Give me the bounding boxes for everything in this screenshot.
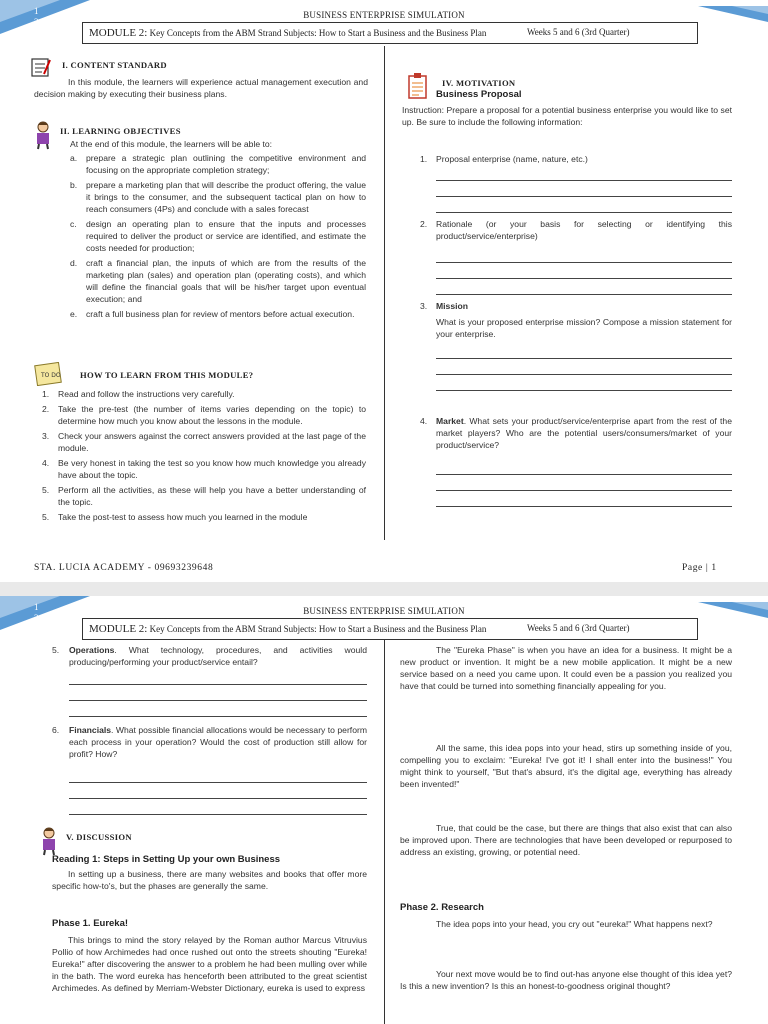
- svg-text:TO DO: TO DO: [41, 372, 61, 379]
- answer-line[interactable]: [436, 358, 732, 359]
- answer-line[interactable]: [436, 196, 732, 197]
- corner-page-number: 1 3: [34, 602, 39, 623]
- reading-title: Reading 1: Steps in Setting Up your own Business: [52, 854, 281, 865]
- document-title: BUSINESS ENTERPRISE SIMULATION: [303, 10, 465, 20]
- research-paragraph: Your next move would be to find out-has anyone else thought of this idea yet? Is this a new invention? Is this an honest-to-goodness original thought?: [400, 969, 732, 991]
- column-divider: [384, 640, 385, 1024]
- module-header-box: [82, 22, 698, 44]
- weeks-label: Weeks 5 and 6 (3rd Quarter): [527, 27, 630, 37]
- list-item-text: Read and follow the instructions very carefully.: [58, 389, 235, 399]
- answer-line[interactable]: [436, 374, 732, 375]
- list-item: [70, 218, 366, 254]
- module-title: MODULE 2: Key Concepts from the ABM Strand Subjects: How to Start a Business and the Business Plan: [89, 623, 487, 635]
- corner-page-number: 1 3: [34, 6, 39, 27]
- list-marker: e.: [70, 309, 78, 319]
- how-to-learn-heading: HOW TO LEARN FROM THIS MODULE?: [80, 370, 254, 380]
- page-gap: [0, 582, 768, 596]
- list-marker: 2.: [42, 404, 50, 414]
- phase-2-title: Phase 2. Research: [400, 902, 484, 913]
- list-item-text: Take the pre-test (the number of items varies depending on the topic) to determine how much you know about the lessons in the module.: [58, 404, 366, 426]
- list-item-text: prepare a strategic plan outlining the competitive environment and focusing on the appropriate completion strategy;: [86, 153, 366, 175]
- list-marker: 1.: [42, 389, 50, 399]
- eureka-paragraph: All the same, this idea pops into your head, stirs up something inside of you, compelling you to exclaim: "Eureka! I've got it! I shall enter into the business!" You might think to yourself, "But that's absurd, it's the digital age, everything has already been invented!": [400, 743, 732, 789]
- how-to-learn-list: [42, 388, 366, 526]
- answer-line[interactable]: [69, 716, 367, 717]
- list-marker: 3.: [42, 431, 50, 441]
- list-item: [70, 179, 366, 215]
- motivation-subheading: Business Proposal: [436, 89, 522, 100]
- question-text: What is your proposed enterprise mission? Compose a mission statement for your enterprise.: [436, 317, 732, 339]
- list-item-text: Check your answers against the correct answers provided at the last page of the module.: [58, 431, 366, 453]
- reading-text: In setting up a business, there are many websites and books that offer more specific how-to's, but the phases are generally the same.: [52, 869, 367, 891]
- phase-1-text: This brings to mind the story relayed by the Roman author Marcus Vitruvius Pollio of how Archimedes had once rushed out onto the streets shouting "Eureka! Eureka!" after discovering the answer to a problem he had been mulling over while in the bath. The word eureka has henceforth been attributed to the great scientist Archimedes. As defined by Merriam-Webster Dictionary, eureka is used to express: [52, 935, 367, 993]
- content-standard-text: In this module, the learners will experience actual management execution and decision making by executing their business plans.: [34, 77, 368, 99]
- question-number: 4.: [420, 416, 428, 426]
- list-item: [42, 511, 366, 523]
- question-title: Mission: [436, 301, 468, 311]
- question-text: Market. What sets your product/service/enterprise apart from the rest of the market players? Who are the potential users/consumers/market of your product/service?: [436, 416, 732, 450]
- footer-school: STA. LUCIA ACADEMY - 09693239648: [34, 563, 214, 573]
- answer-line[interactable]: [436, 278, 732, 279]
- question-number: 6.: [52, 725, 60, 735]
- phase-1-title: Phase 1. Eureka!: [52, 918, 129, 929]
- answer-line[interactable]: [436, 212, 732, 213]
- footer-page-number: Page | 1: [682, 563, 717, 573]
- module-header-box: [82, 618, 698, 640]
- answer-line[interactable]: [436, 490, 732, 491]
- list-item-text: Take the post-test to assess how much you learned in the module: [58, 512, 308, 522]
- question-text: Rationale (or your basis for selecting or identifying this product/service/enterprise): [436, 219, 732, 241]
- list-item: [42, 484, 366, 508]
- list-item: [70, 308, 366, 320]
- content-standard-heading: I. CONTENT STANDARD: [62, 60, 167, 70]
- answer-line[interactable]: [436, 474, 732, 475]
- question-number: 3.: [420, 301, 428, 311]
- question-text: Financials. What possible financial allocations would be necessary to perform each process in your operation? Would the cost of production still allow for profit? How?: [69, 725, 367, 759]
- document-title: BUSINESS ENTERPRISE SIMULATION: [303, 606, 465, 616]
- list-marker: a.: [70, 153, 78, 163]
- column-divider: [384, 46, 385, 540]
- list-item-text: prepare a marketing plan that will describe the product offering, the value it brings to the consumer, and the subsequent tactical plan on how to reach consumers (4Ps) and conclude with a sales forecast: [86, 180, 366, 214]
- list-item-text: craft a financial plan, the inputs of which are from the results of the marketing plan (sales) and operation plan (operating costs), and which will define the financial goals that will be his/her target upon eventual execution; and: [86, 258, 366, 304]
- motivation-heading: IV. MOTIVATION: [442, 78, 516, 88]
- question-text: Operations. What technology, procedures, and activities would producing/performing your product/service entail?: [69, 645, 367, 667]
- answer-line[interactable]: [69, 684, 367, 685]
- objectives-list: [70, 152, 366, 323]
- question-number: 2.: [420, 219, 428, 229]
- list-item: [42, 457, 366, 481]
- list-item-text: craft a full business plan for review of mentors before actual execution.: [86, 309, 355, 319]
- objectives-intro: At the end of this module, the learners will be able to:: [70, 139, 273, 149]
- list-marker: b.: [70, 180, 78, 190]
- list-marker: 5.: [42, 485, 50, 495]
- teacher-icon: [38, 826, 60, 856]
- question-number: 5.: [52, 645, 60, 655]
- answer-line[interactable]: [69, 782, 367, 783]
- list-marker: 5.: [42, 512, 50, 522]
- teacher-icon: [32, 120, 54, 150]
- answer-line[interactable]: [436, 506, 732, 507]
- notepad-icon: [30, 56, 56, 78]
- list-item: [42, 430, 366, 454]
- list-item: [42, 388, 366, 400]
- discussion-heading: V. DISCUSSION: [66, 832, 132, 842]
- learning-objectives-heading: II. LEARNING OBJECTIVES: [60, 126, 181, 136]
- module-title: MODULE 2: Key Concepts from the ABM Strand Subjects: How to Start a Business and the Business Plan: [89, 27, 487, 39]
- list-marker: 4.: [42, 458, 50, 468]
- answer-line[interactable]: [436, 262, 732, 263]
- weeks-label: Weeks 5 and 6 (3rd Quarter): [527, 623, 630, 633]
- list-marker: d.: [70, 258, 78, 268]
- list-item: [70, 152, 366, 176]
- clipboard-icon: [406, 72, 430, 100]
- list-item-text: design an operating plan to ensure that the inputs and processes required to deliver the product or service are identified, and estimate the costs needed for production;: [86, 219, 366, 253]
- eureka-paragraph: The "Eureka Phase" is when you have an idea for a business. It might be a new product or invention. It might be a new mobile application. It might be a new service based on a need you came upon. It could even be a passion you realized you have that could be turned into something financially appealing for you.: [400, 645, 732, 691]
- list-item-text: Be very honest in taking the test so you know how much knowledge you already have about the topic.: [58, 458, 366, 480]
- answer-line[interactable]: [436, 390, 732, 391]
- research-paragraph: The idea pops into your head, you cry out "eureka!" What happens next?: [436, 919, 713, 929]
- list-item-text: Perform all the activities, as these will help you have a better understanding of the topic.: [58, 485, 366, 507]
- motivation-instruction: Instruction: Prepare a proposal for a potential business enterprise you would like to set up. Be sure to include the following information:: [402, 105, 732, 127]
- answer-line[interactable]: [69, 700, 367, 701]
- question-text: Proposal enterprise (name, nature, etc.): [436, 154, 588, 164]
- answer-line[interactable]: [69, 814, 367, 815]
- list-item: [70, 257, 366, 305]
- question-number: 1.: [420, 154, 428, 164]
- document-page-2: [0, 596, 768, 1024]
- eureka-paragraph: True, that could be the case, but there are things that also exist that can also be improved upon. There are technologies that have been developed or repurposed to address an existing, growing, or potential need.: [400, 823, 732, 857]
- list-item: [42, 403, 366, 427]
- list-marker: c.: [70, 219, 77, 229]
- answer-line[interactable]: [436, 294, 732, 295]
- answer-line[interactable]: [69, 798, 367, 799]
- sticky-note-icon: [34, 362, 64, 386]
- answer-line[interactable]: [436, 180, 732, 181]
